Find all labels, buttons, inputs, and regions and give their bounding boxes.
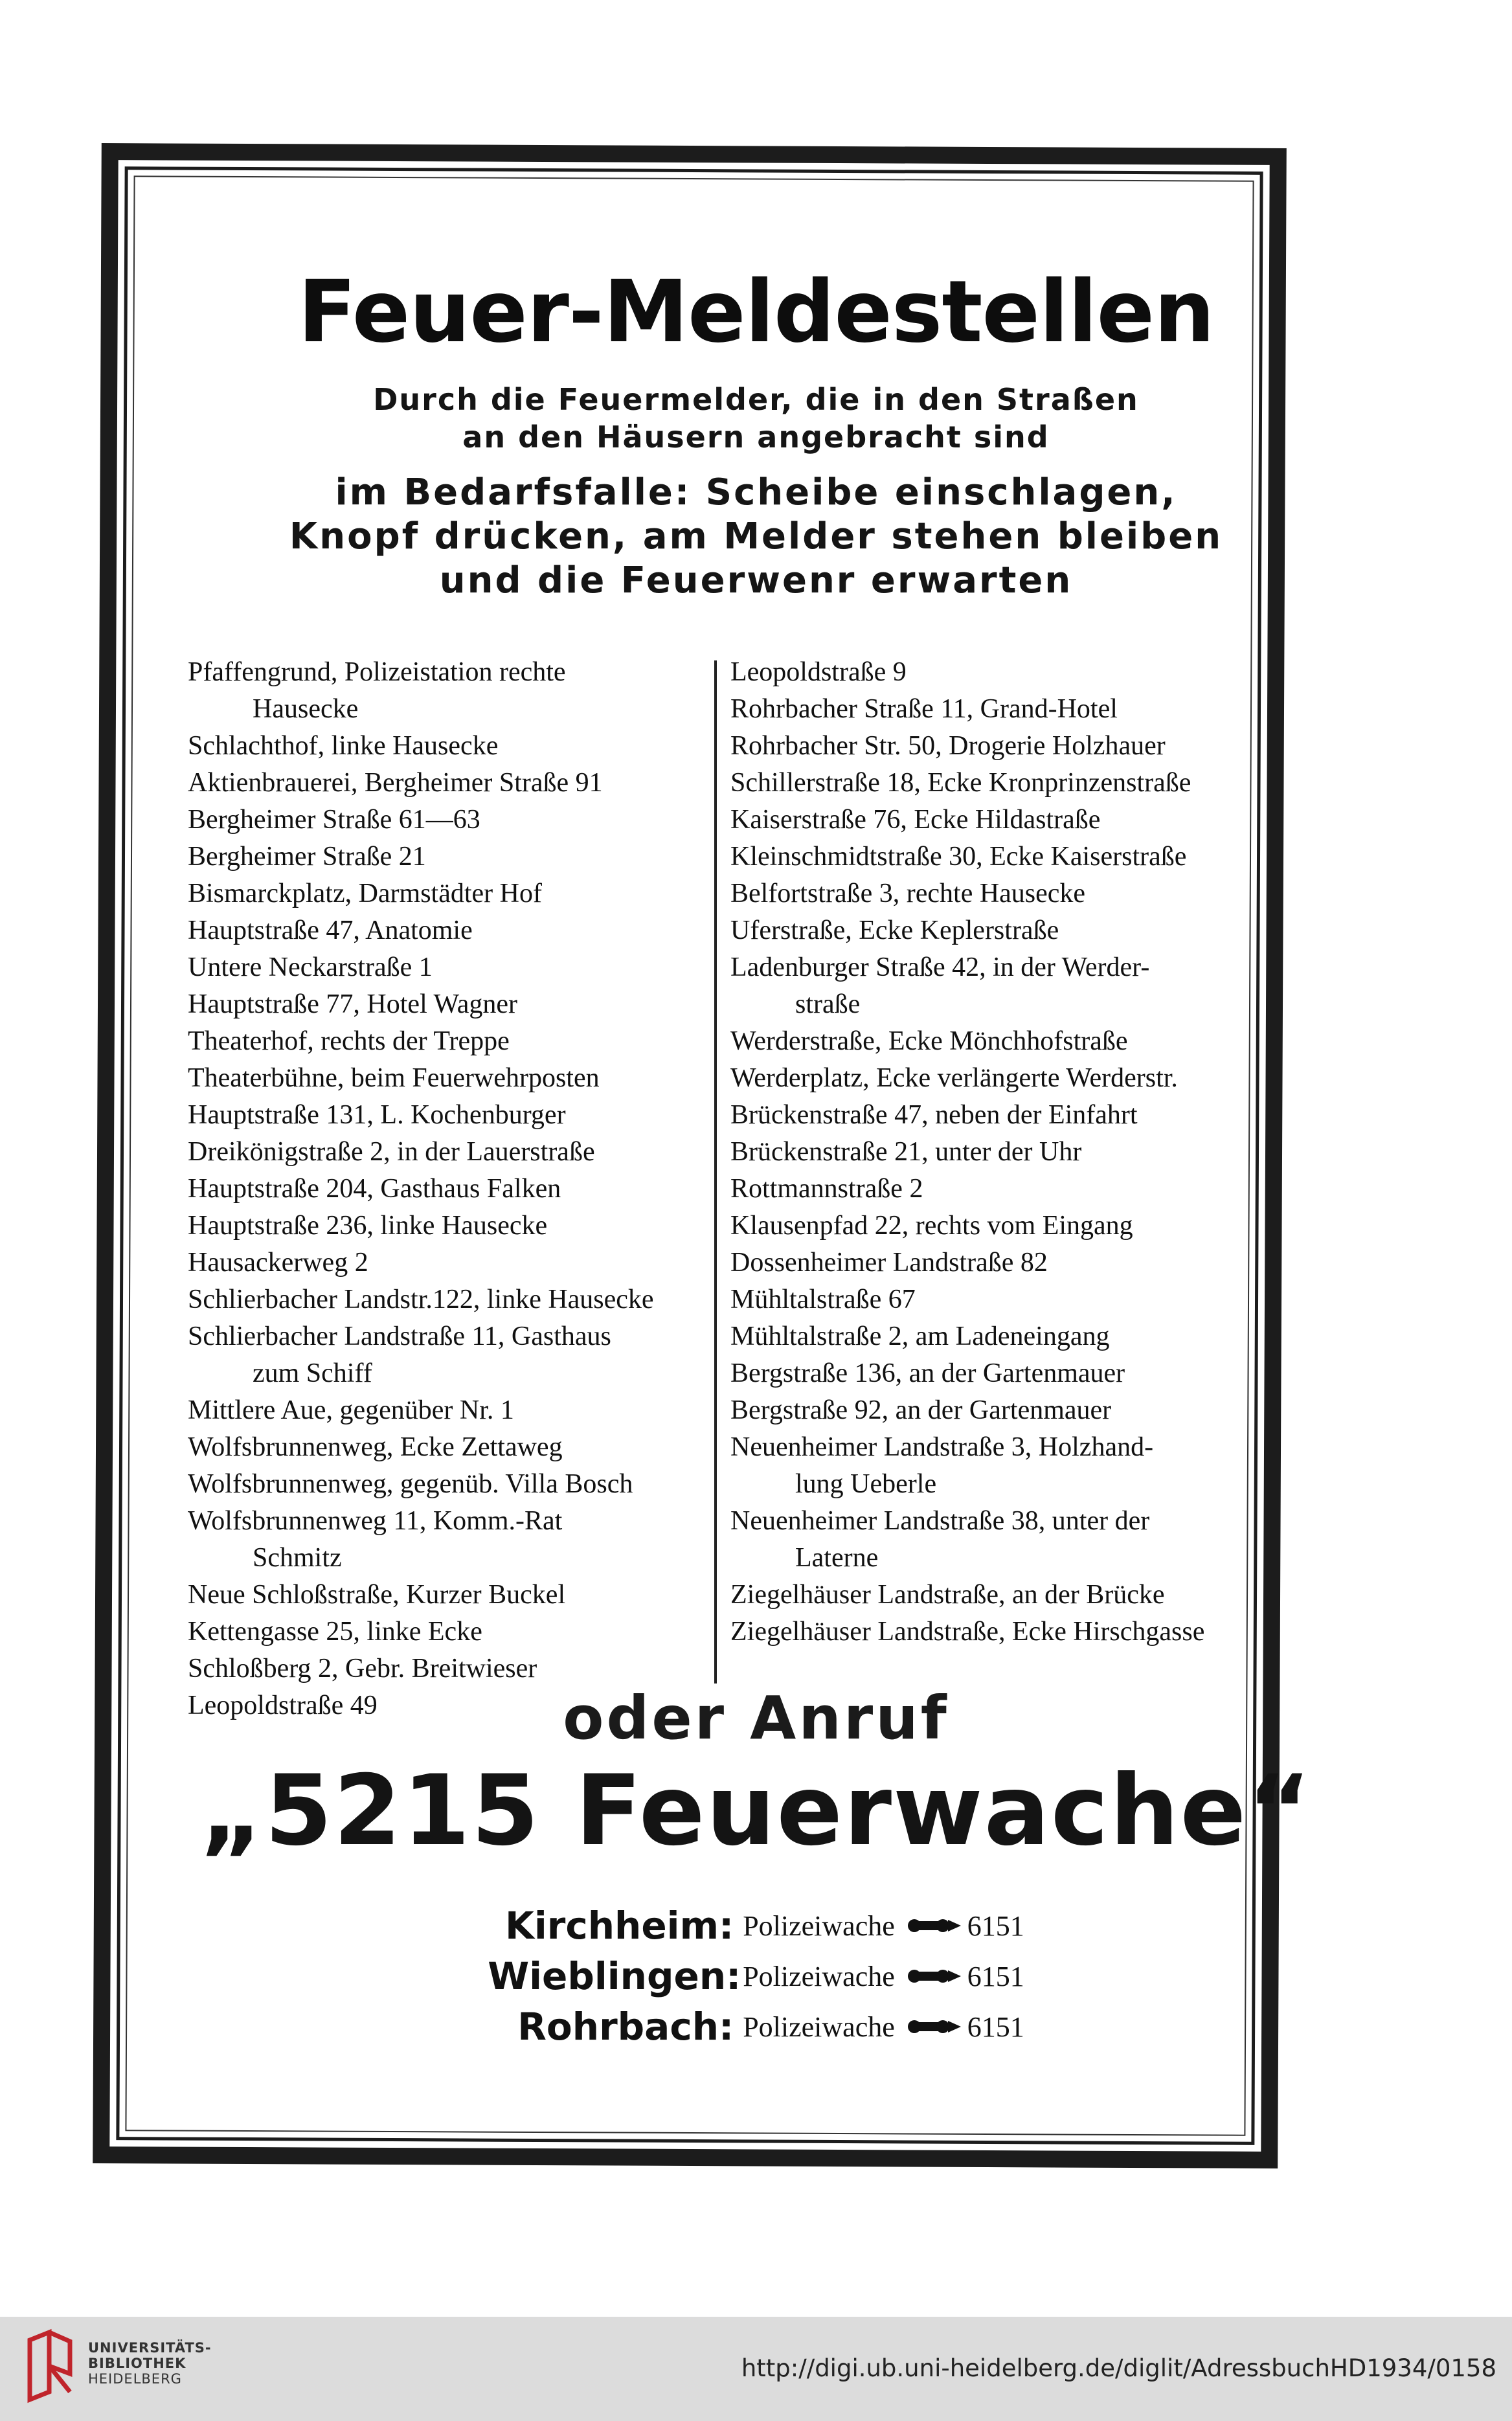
column-divider: [714, 660, 717, 1683]
list-item: Mühltalstraße 67: [730, 1285, 916, 1314]
list-item: Werderplatz, Ecke verlängerte Werderstr.: [730, 1063, 1178, 1093]
list-item: Hausecke: [253, 694, 359, 724]
list-item: straße: [795, 989, 861, 1019]
list-item: Leopoldstraße 49: [188, 1691, 378, 1720]
list-item: Schlachthof, linke Hausecke: [188, 731, 499, 761]
list-item: Bergstraße 136, an der Gartenmauer: [730, 1358, 1125, 1388]
station-desc: Polizeiwache: [743, 1960, 895, 1992]
list-item: Schlierbacher Landstraße 11, Gasthaus: [188, 1322, 611, 1351]
library-logo-icon: [17, 2327, 82, 2404]
list-item: Aktienbrauerei, Bergheimer Straße 91: [188, 768, 603, 798]
station-desc: Polizeiwache: [743, 1909, 895, 1942]
station-name: Rohrbach:: [517, 2005, 734, 2049]
footer-bar: [0, 2317, 1512, 2421]
list-item: Bergstraße 92, an der Gartenmauer: [730, 1395, 1112, 1425]
list-item: Dreikönigstraße 2, in der Lauerstraße: [188, 1137, 595, 1167]
list-item: Werderstraße, Ecke Mönchhofstraße: [730, 1026, 1128, 1056]
list-item: Untere Neckarstraße 1: [188, 952, 433, 982]
list-item: Dossenheimer Landstraße 82: [730, 1248, 1048, 1278]
library-name-line-1: UNIVERSITÄTS-: [88, 2340, 212, 2356]
list-item: Schillerstraße 18, Ecke Kronprinzenstraße: [730, 768, 1191, 798]
instruction-line-1: im Bedarfsfalle: Scheibe einschlagen,: [335, 471, 1177, 513]
list-item: Rohrbacher Str. 50, Drogerie Holzhauer: [730, 731, 1166, 761]
list-item: Kaiserstraße 76, Ecke Hildastraße: [730, 805, 1101, 835]
list-item: Uferstraße, Ecke Keplerstraße: [730, 916, 1059, 945]
call-prefix: oder Anruf: [563, 1683, 949, 1753]
list-item: Theaterhof, rechts der Treppe: [188, 1026, 510, 1056]
instruction-line-2: Knopf drücken, am Melder stehen bleiben: [289, 515, 1223, 557]
list-item: Brückenstraße 21, unter der Uhr: [730, 1137, 1082, 1167]
list-item: Bergheimer Straße 21: [188, 842, 426, 872]
list-item: Schmitz: [253, 1543, 342, 1573]
station-desc: Polizeiwache: [743, 2010, 895, 2043]
list-item: Hauptstraße 77, Hotel Wagner: [188, 989, 518, 1019]
list-item: Hauptstraße 236, linke Hausecke: [188, 1211, 548, 1241]
station-kirchheim: [0, 1904, 1512, 1948]
list-item: Klausenpfad 22, rechts vom Eingang: [730, 1211, 1133, 1241]
list-item: Kleinschmidtstraße 30, Ecke Kaiserstraße: [730, 842, 1187, 872]
list-item: Hausackerweg 2: [188, 1248, 368, 1278]
telephone-icon: [907, 1965, 962, 1987]
list-item: Bismarckplatz, Darmstädter Hof: [188, 879, 542, 908]
list-item: Rottmannstraße 2: [730, 1174, 923, 1204]
station-name: Kirchheim:: [504, 1904, 734, 1948]
left-column-list: [188, 654, 706, 1724]
instruction-line-3: und die Feuerwenr erwarten: [439, 559, 1073, 602]
list-item: Rohrbacher Straße 11, Grand-Hotel: [730, 694, 1118, 724]
list-item: Schloßberg 2, Gebr. Breitwieser: [188, 1654, 537, 1683]
library-name: [88, 2340, 212, 2387]
list-item: Belfortstraße 3, rechte Hausecke: [730, 879, 1086, 908]
list-item: Hauptstraße 131, L. Kochenburger: [188, 1100, 566, 1130]
list-item: Brückenstraße 47, neben der Einfahrt: [730, 1100, 1138, 1130]
list-item: Ladenburger Straße 42, in der Werder-: [730, 952, 1150, 982]
list-item: Bergheimer Straße 61—63: [188, 805, 480, 835]
list-item: zum Schiff: [253, 1358, 372, 1388]
list-item: Hauptstraße 47, Anatomie: [188, 916, 473, 945]
list-item: Wolfsbrunnenweg 11, Komm.-Rat: [188, 1506, 563, 1536]
list-item: Ziegelhäuser Landstraße, an der Brücke: [730, 1580, 1165, 1610]
list-item: Wolfsbrunnenweg, gegenüb. Villa Bosch: [188, 1469, 633, 1499]
list-item: Mühltalstraße 2, am Ladeneingang: [730, 1322, 1110, 1351]
list-item: Neuenheimer Landstraße 38, unter der: [730, 1506, 1150, 1536]
station-number: 6151: [967, 2010, 1024, 2043]
right-column-list: [730, 654, 1242, 1650]
station-rohrbach: [0, 2005, 1512, 2049]
station-wieblingen: [0, 1954, 1512, 1998]
station-number: 6151: [967, 1909, 1024, 1942]
list-item: Theaterbühne, beim Feuerwehrposten: [188, 1063, 600, 1093]
list-item: Wolfsbrunnenweg, Ecke Zettaweg: [188, 1432, 563, 1462]
list-item: Pfaffengrund, Polizeistation rechte: [188, 657, 566, 687]
list-item: Laterne: [795, 1543, 879, 1573]
list-item: Kettengasse 25, linke Ecke: [188, 1617, 482, 1647]
subtitle-line-1: Durch die Feuermelder, die in den Straßen: [373, 382, 1139, 417]
station-number: 6151: [967, 1960, 1024, 1992]
library-name-line-2: BIBLIOTHEK: [88, 2356, 186, 2371]
list-item: Ziegelhäuser Landstraße, Ecke Hirschgasse: [730, 1617, 1205, 1647]
list-item: Neue Schloßstraße, Kurzer Buckel: [188, 1580, 566, 1610]
list-item: Hauptstraße 204, Gasthaus Falken: [188, 1174, 561, 1204]
station-name: Wieblingen:: [488, 1954, 741, 1998]
source-url[interactable]: http://digi.ub.uni-heidelberg.de/diglit/AdressbuchHD1934/0158: [741, 2354, 1496, 2382]
list-item: Neuenheimer Landstraße 3, Holzhand-: [730, 1432, 1154, 1462]
telephone-icon: [907, 1915, 962, 1937]
page-title: Feuer-Meldestellen: [297, 262, 1215, 362]
list-item: lung Ueberle: [795, 1469, 937, 1499]
fire-station-number: „5215 Feuerwache“: [199, 1755, 1313, 1867]
telephone-icon: [907, 2016, 962, 2038]
list-item: Mittlere Aue, gegenüber Nr. 1: [188, 1395, 514, 1425]
subtitle-line-2: an den Häusern angebracht sind: [462, 420, 1050, 455]
list-item: Leopoldstraße 9: [730, 657, 907, 687]
library-name-line-3: HEIDELBERG: [88, 2371, 182, 2387]
list-item: Schlierbacher Landstr.122, linke Hausecke: [188, 1285, 654, 1314]
